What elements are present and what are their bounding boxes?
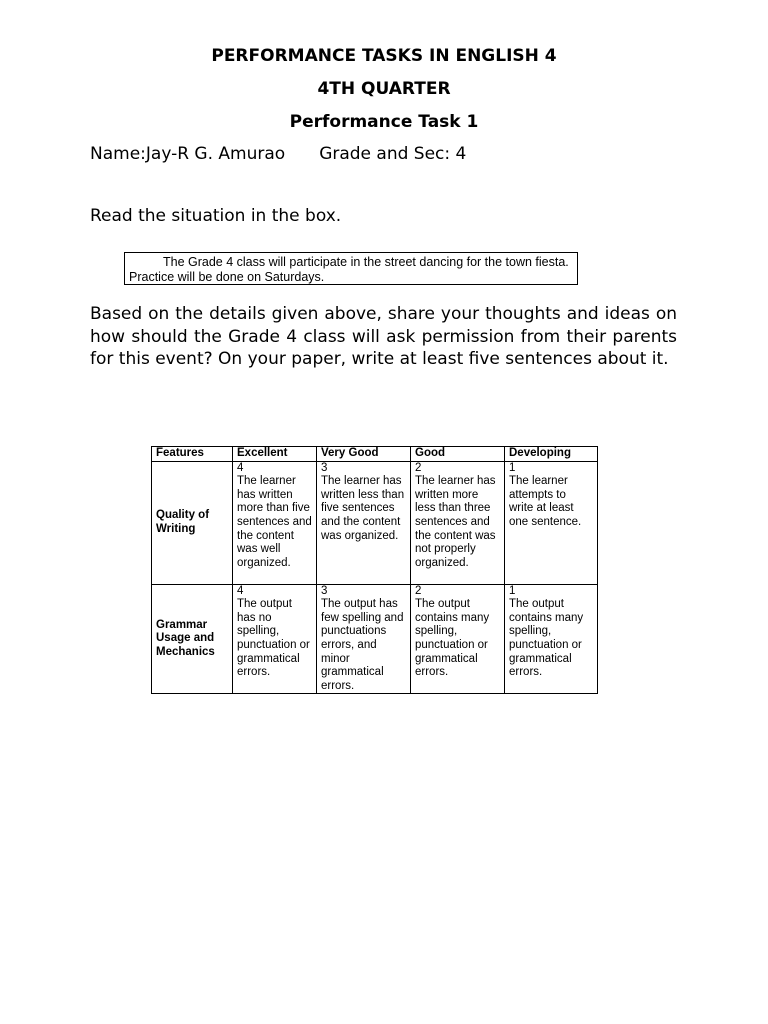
cell-score: 4 [237,461,244,474]
table-row [152,584,598,694]
cell-text: The learner attempts to write at least one sentence. [509,475,582,528]
rubric-cell [233,584,317,694]
cell-score: 3 [321,584,328,597]
task-prompt: Based on the details given above, share your thoughts and ideas on how should the Grade 4 class will ask permission from their parents for this event? On your paper, write at least five sentences about it. [90,304,677,369]
document-title: PERFORMANCE TASKS IN ENGLISH 4 [211,46,557,66]
situation-text: The Grade 4 class will participate in the street dancing for the town fiesta. Practice will be done on Saturdays. [129,255,569,284]
quarter-heading: 4TH QUARTER [317,79,451,99]
grade-label: Grade and Sec: [319,144,451,164]
header-features: Features [152,447,233,462]
rubric-cell [505,461,598,584]
cell-score: 1 [509,461,516,474]
read-instruction: Read the situation in the box. [90,206,342,226]
name-label: Name: [90,144,146,164]
grade-value: 4 [455,144,467,164]
rubric-cell [317,584,411,694]
table-row [152,461,598,584]
student-info [90,144,466,164]
student-name: Jay-R G. Amurao [145,144,286,164]
rubric-cell [233,461,317,584]
cell-score: 3 [321,461,328,474]
cell-score: 2 [415,461,422,474]
rubric-table [151,446,598,694]
cell-text: The learner has written more than five sentences and the content was well organized. [237,475,312,569]
rubric-cell [317,461,411,584]
feature-quality-of-writing: Quality of Writing [152,461,233,584]
rubric-header-row [152,447,598,462]
cell-text: The learner has written less than five sentences and the content was organized. [321,475,405,542]
cell-text: The output has no spelling, punctuation or grammatical errors. [237,598,310,679]
cell-text: The output has few spelling and punctuations errors, and minor grammatical errors. [321,598,404,692]
situation-box [124,252,578,285]
header-developing: Developing [505,447,598,462]
cell-score: 1 [509,584,516,597]
cell-text: The learner has written more less than three sentences and the content was not properly organized. [415,475,496,569]
feature-grammar-usage: Grammar Usage and Mechanics [152,584,233,694]
header-good: Good [411,447,505,462]
rubric-cell [411,461,505,584]
cell-score: 2 [415,584,422,597]
rubric-cell [411,584,505,694]
task-heading: Performance Task 1 [289,112,479,132]
header-very-good: Very Good [317,447,411,462]
cell-text: The output contains many spelling, punctuation or grammatical errors. [509,598,584,679]
header-excellent: Excellent [233,447,317,462]
rubric-cell [505,584,598,694]
cell-score: 4 [237,584,244,597]
cell-text: The output contains many spelling, punctuation or grammatical errors. [415,598,490,679]
